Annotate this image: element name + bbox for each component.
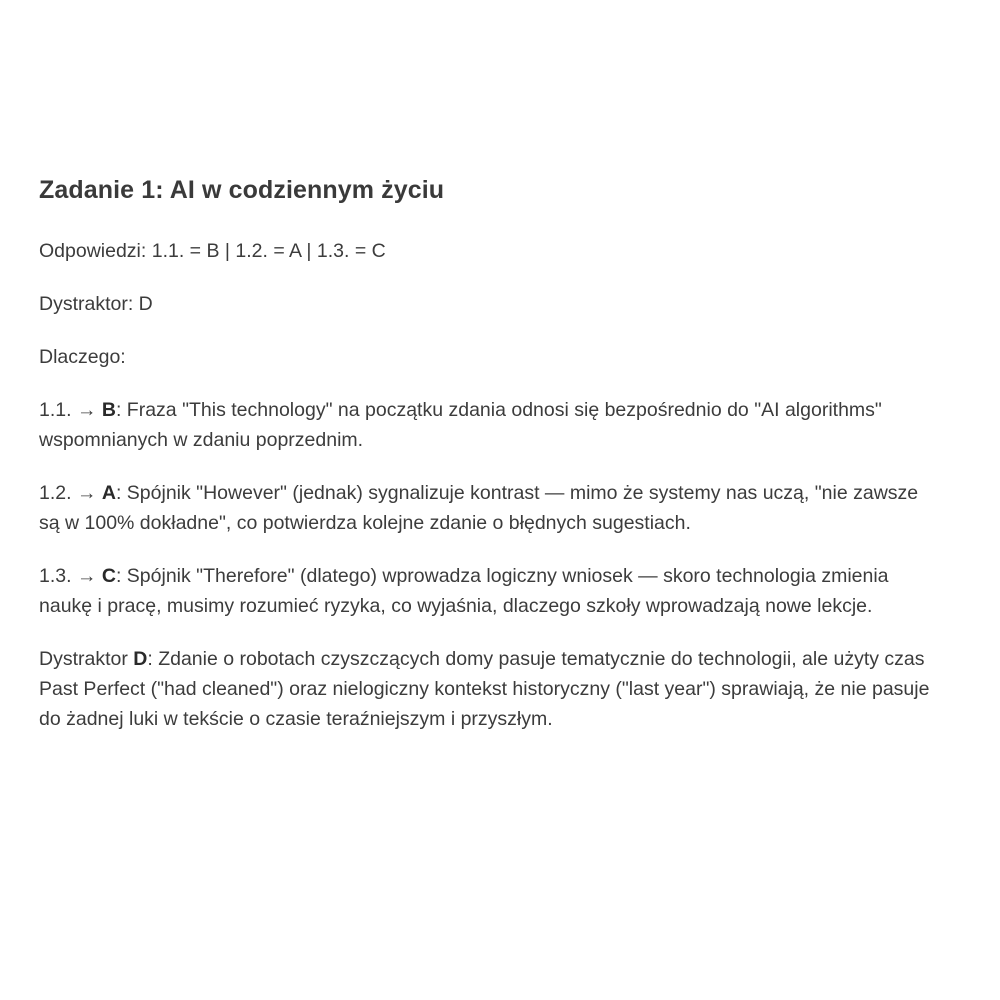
explanation-distractor xyxy=(39,644,940,734)
explanation-item-3 xyxy=(39,561,940,621)
page-title: Zadanie 1: AI w codziennym życiu xyxy=(39,176,445,204)
item-text: : Zdanie o robotach czyszczących domy pasuje tematycznie do technologii, ale użyty czas Past Perfect ("had cleaned") oraz nielogiczny kontekst historyczny ("last year") sprawiają, że nie pasuje do żadnej luki w tekście o czasie teraźniejszym i przyszłym. xyxy=(39,648,930,730)
item-prefix: Dystraktor xyxy=(39,648,134,670)
explanation-item-2 xyxy=(39,478,940,538)
item-letter: A xyxy=(101,482,116,504)
item-prefix: 1.2. → xyxy=(39,482,102,504)
item-prefix: 1.3. → xyxy=(39,565,102,587)
item-letter: D xyxy=(133,648,148,670)
item-text: : Fraza "This technology" na początku zdania odnosi się bezpośrednio do "AI algorithms" wspomnianych w zdaniu poprzednim. xyxy=(39,399,882,451)
why-label: Dlaczego: xyxy=(39,346,126,368)
distractor-line: Dystraktor: D xyxy=(39,293,153,315)
item-letter: C xyxy=(101,565,116,587)
explanation-item-1 xyxy=(39,395,940,455)
item-prefix: 1.1. → xyxy=(39,399,102,421)
item-letter: B xyxy=(101,399,116,421)
answers-line: Odpowiedzi: 1.1. = B | 1.2. = A | 1.3. = C xyxy=(39,240,386,262)
item-text: : Spójnik "However" (jednak) sygnalizuje kontrast — mimo że systemy nas uczą, "nie zawsze są w 100% dokładne", co potwierdza kolejne zdanie o błędnych sugestiach. xyxy=(39,482,919,534)
item-text: : Spójnik "Therefore" (dlatego) wprowadza logiczny wniosek — skoro technologia zmienia naukę i pracę, musimy rozumieć ryzyka, co wyjaśnia, dlaczego szkoły wprowadzają nowe lekcje. xyxy=(39,565,889,617)
